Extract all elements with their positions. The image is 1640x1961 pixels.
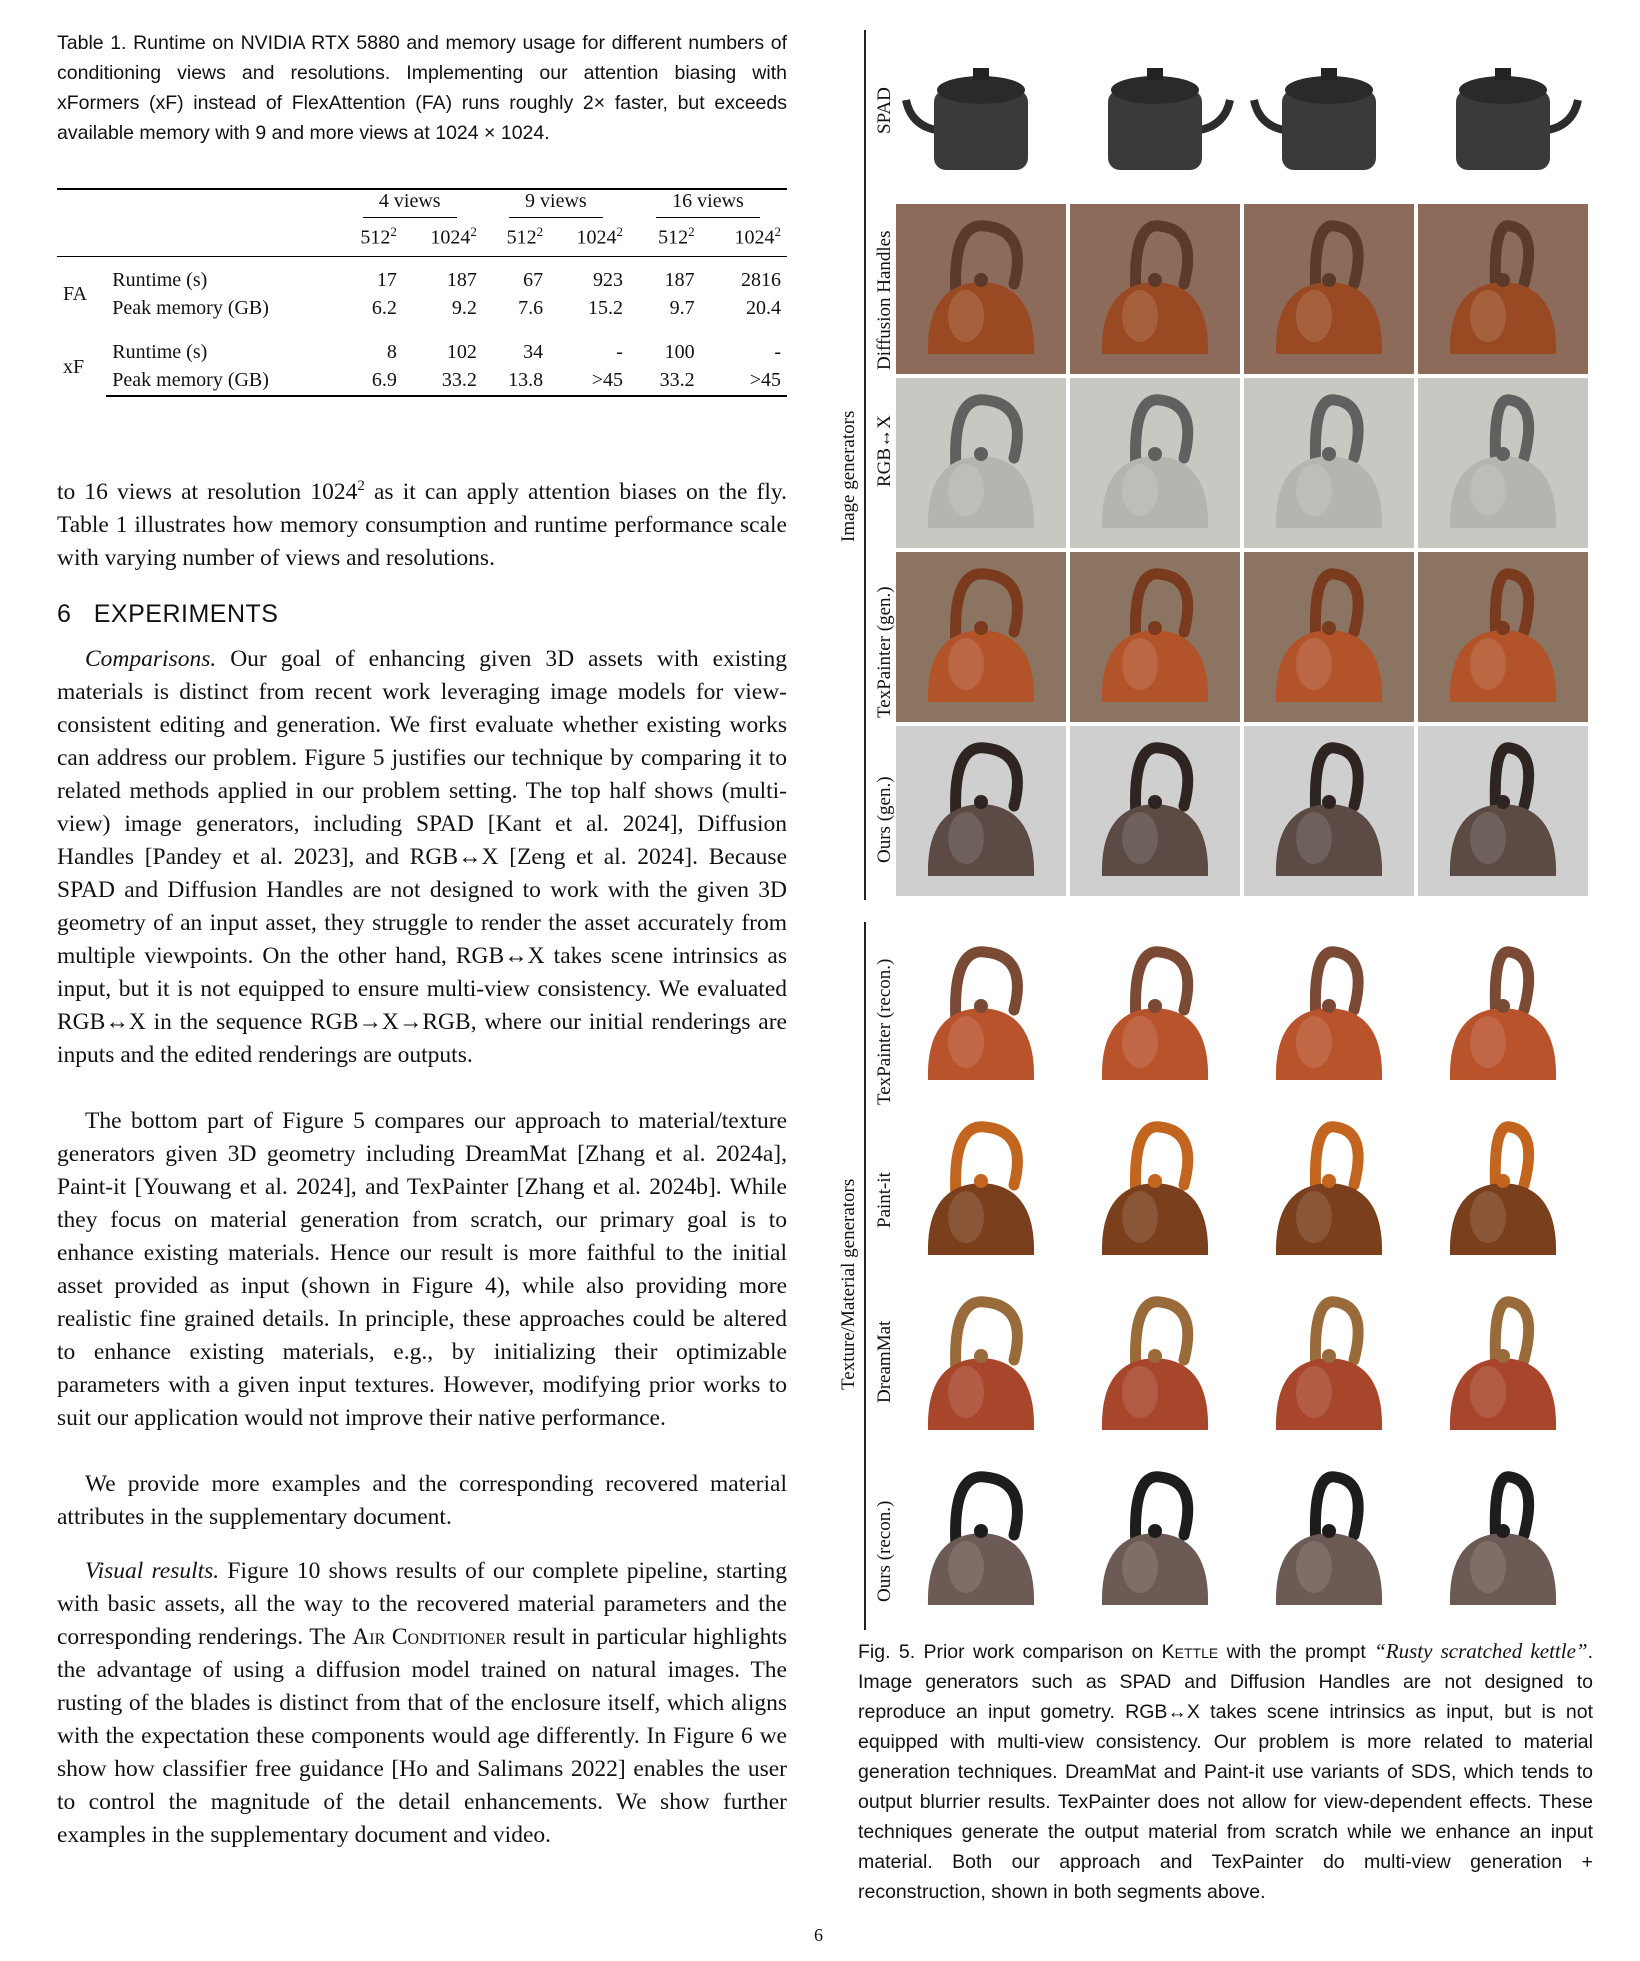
- figure-caption: Fig. 5. Prior work comparison on Kettle with the prompt “Rusty scratched kettle”. Image generators such as SPAD and Diffusion Handles are not designed to reproduce an input gometry. RGB↔X takes scene intrinsics as input, but is not equipped with multi-view consistency. Our problem is more related to material generation techniques. DreamMat and Paint-it use variants of SDS, which tends to output blurrier results. TexPainter does not allow for view-dependent effects. These techniques generate the output material from scratch while we enhance an input material. Both our approach and TexPainter do multi-view generation + reconstruction, shown in both segments above.: [858, 1639, 1593, 1903]
- table-row: xF Runtime (s) 8 102 34 - 100 -: [57, 339, 787, 367]
- row-label-spad: SPAD: [874, 87, 895, 134]
- kettle-image: [1418, 1280, 1588, 1450]
- row-label-rgb-x: RGB↔X: [874, 414, 895, 487]
- group-divider-top: [864, 30, 866, 900]
- material-generators-paragraph: The bottom part of Figure 5 compares our approach to material/texture generators given 3D geometry including DreamMat [Zhang et al. 2024a], Paint-it [Youwang et al. 2024], and TexPainter [Zhang et al. 2024b]. While they focus on material generation from scratch, our primary goal is to enhance existing materials. Hence our result is more faithful to the initial asset provided as input (shown in Figure 4), while also providing more realistic fine grained details. In principle, these approaches could be altered to enhance existing materials, e.g., by initializing their optimizable parameters with a given input textures. However, modifying prior works to suit our application would not improve their native performance.: [57, 1108, 787, 1431]
- row-label-ours-gen: Ours (gen.): [874, 776, 895, 864]
- more-examples-paragraph: We provide more examples and the corresponding recovered material attributes in the supplementary document.: [57, 1471, 787, 1530]
- group-divider-bottom: [864, 922, 866, 1630]
- kettle-image: [1070, 378, 1240, 548]
- kettle-image: [1070, 1455, 1240, 1625]
- kettle-image: [1418, 378, 1588, 548]
- kettle-image: [1418, 1105, 1588, 1275]
- kettle-image: [896, 552, 1066, 722]
- row-label-texpainter-recon: TexPainter (recon.): [874, 958, 895, 1106]
- kettle-image: [1244, 930, 1414, 1100]
- row-label-dreammat: DreamMat: [874, 1320, 895, 1403]
- kettle-image: [1418, 726, 1588, 896]
- kettle-image: [896, 726, 1066, 896]
- kettle-image: [896, 1280, 1066, 1450]
- kettle-image: [1418, 1455, 1588, 1625]
- res-header: 1024$^2$: [701, 218, 787, 256]
- table-row: Peak memory (GB) 6.2 9.2 7.6 15.2 9.7 20.4: [57, 295, 787, 323]
- kettle-image: [1070, 30, 1240, 200]
- kettle-image: [1244, 1105, 1414, 1275]
- kettle-image: [1418, 204, 1588, 374]
- metric-label: Runtime (s): [112, 341, 208, 363]
- kettle-image: [1070, 1280, 1240, 1450]
- row-label-paint-it: Paint-it: [874, 1172, 895, 1228]
- page-number: 6: [814, 1925, 823, 1945]
- kettle-image: [1244, 378, 1414, 548]
- kettle-image: [896, 930, 1066, 1100]
- group-label-image-generators: Image generators: [838, 410, 859, 542]
- res-header: 1024$^2$: [403, 218, 483, 256]
- group-header-16views: 16 views: [656, 190, 760, 218]
- intro-paragraph: to 16 views at resolution 1024$^2$ as it can apply attention biases on the fly. Table 1 illustrates how memory consumption and runtime performance scale with varying number of views and resolutions.: [57, 478, 787, 571]
- visual-results-paragraph: Visual results. Figure 10 shows results of our complete pipeline, starting with basic assets, all the way to the recovered material parameters and the corresponding renderings. The Air Conditioner result in particular highlights the advantage of using a diffusion model trained on natural images. The rusting of the blades is distinct from that of the enclosure itself, which aligns with the expectation these components would age differently. In Figure 6 we show how classifier free guidance [Ho and Salimans 2022] enables the user to control the magnitude of the detail enhancements. We show further examples in the supplementary document and video.: [57, 1558, 788, 1848]
- res-header: $512^2$: [483, 218, 549, 256]
- res-header: $512^2$: [629, 218, 701, 256]
- kettle-image: [896, 204, 1066, 374]
- kettle-image: [1070, 552, 1240, 722]
- res-header: 1024$^2$: [549, 218, 629, 256]
- group-header-9views: 9 views: [509, 190, 603, 218]
- table-caption-block: [57, 28, 787, 148]
- row-label-ours-recon: Ours (recon.): [874, 1500, 895, 1602]
- kettle-image: [896, 378, 1066, 548]
- kettle-image: [1244, 204, 1414, 374]
- kettle-image: [1244, 552, 1414, 722]
- kettle-image: [1244, 726, 1414, 896]
- method-label: xF: [63, 355, 85, 378]
- kettle-image: [1244, 1280, 1414, 1450]
- kettle-image: [896, 1455, 1066, 1625]
- metric-label: Peak memory (GB): [112, 297, 269, 319]
- group-label-texture-generators: Texture/Material generators: [838, 1178, 859, 1390]
- row-label-diffusion-handles: Diffusion Handles: [874, 230, 895, 370]
- table-row: Peak memory (GB) 6.9 33.2 13.8 >45 33.2 >45: [57, 367, 787, 396]
- kettle-image: [1070, 930, 1240, 1100]
- kettle-image: [896, 1105, 1066, 1275]
- table-caption: Table 1. Runtime on NVIDIA RTX 5880 and memory usage for different numbers of conditioning views and resolutions. Implementing our attention biasing with xFormers (xF) instead of FlexAttention (FA) runs roughly 2× faster, but exceeds available memory with 9 and more views at 1024 × 1024.: [57, 32, 787, 144]
- comparisons-paragraph: Comparisons. Our goal of enhancing given 3D assets with existing materials is distinct from recent work leveraging image models for view-consistent editing and generation. We first evaluate whether existing works can address our problem. Figure 5 justifies our technique by comparing it to related methods applied in our problem setting. The top half shows (multi-view) image generators, including SPAD [Kant et al. 2024], Diffusion Handles [Pandey et al. 2023], and RGB↔X [Zeng et al. 2024]. Because SPAD and Diffusion Handles are not designed to work with the given 3D geometry of an input asset, they struggle to render the asset accurately from multiple viewpoints. On the other hand, RGB↔X takes scene intrinsics as input, but it is not equipped to ensure multi-view consistency. We evaluated RGB↔X in the sequence RGB→X→RGB, where our initial renderings are inputs and the edited renderings are outputs.: [57, 646, 787, 1068]
- section-heading: 6 EXPERIMENTS: [57, 600, 279, 628]
- metric-label: Peak memory (GB): [106, 367, 336, 396]
- method-label: FA: [63, 283, 88, 305]
- res-header: $512^2$: [337, 218, 403, 256]
- figure-5: [830, 30, 1600, 1630]
- kettle-image: [1070, 204, 1240, 374]
- table-row: FA Runtime (s) 17 187 67 923 187 2816: [57, 267, 787, 295]
- row-label-texpainter-gen: TexPainter (gen.): [874, 586, 895, 718]
- kettle-image: [1070, 726, 1240, 896]
- kettle-image: [1070, 1105, 1240, 1275]
- kettle-image: [1244, 1455, 1414, 1625]
- kettle-image: [1244, 30, 1414, 200]
- kettle-image: [1418, 930, 1588, 1100]
- kettle-image: [1418, 552, 1588, 722]
- group-header-4views: 4 views: [363, 190, 457, 218]
- runtime-table: [57, 188, 787, 397]
- kettle-image: [896, 30, 1066, 200]
- metric-label: Runtime (s): [112, 269, 208, 291]
- kettle-image: [1418, 30, 1588, 200]
